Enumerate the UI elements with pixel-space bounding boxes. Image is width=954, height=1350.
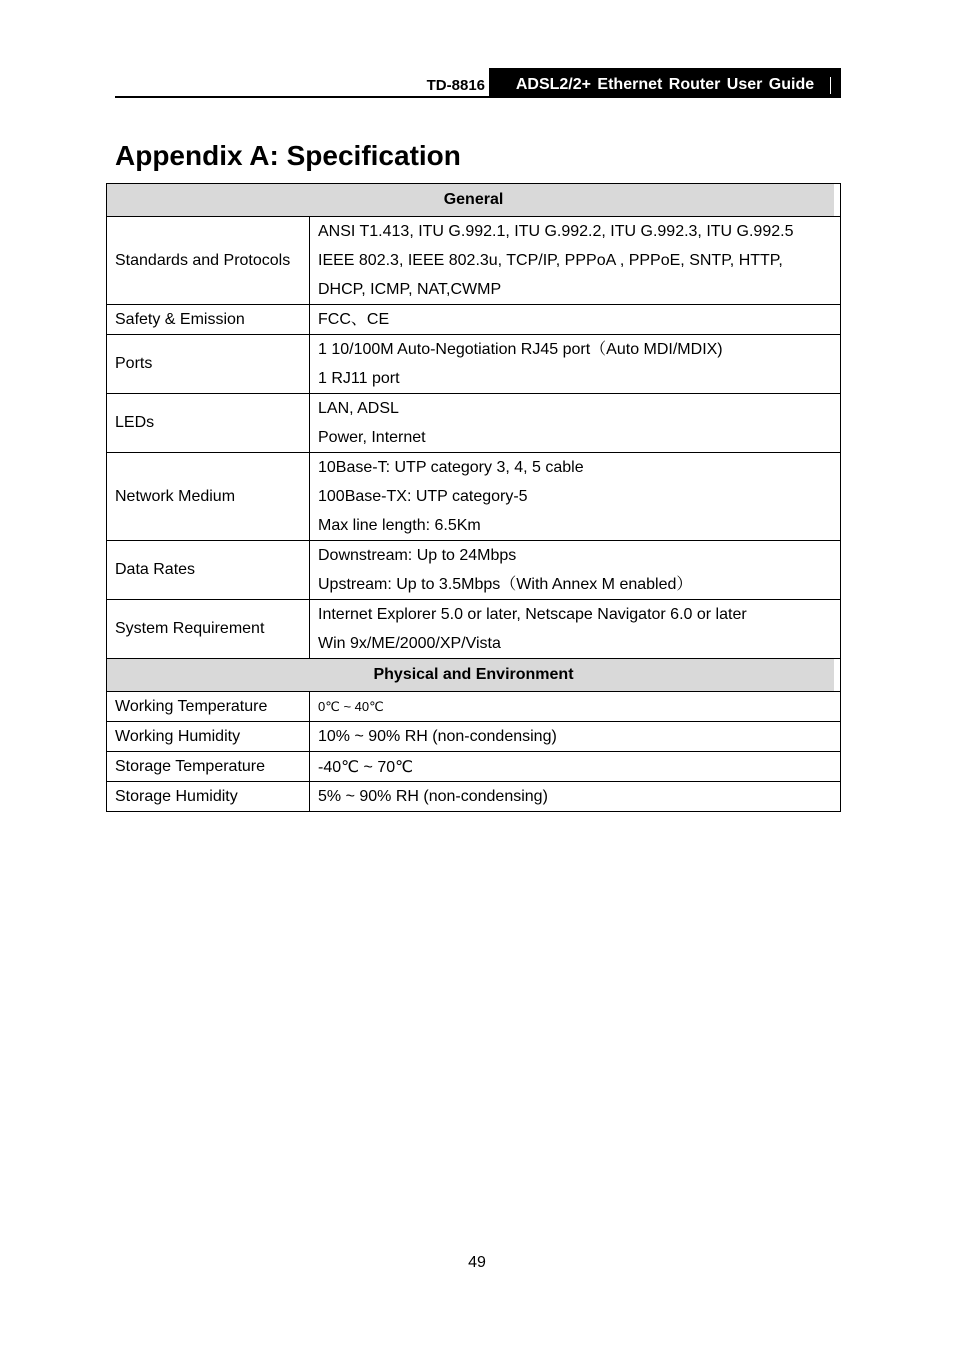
spec-label: Data Rates (107, 541, 310, 600)
spec-label: System Requirement (107, 600, 310, 659)
spec-value: Downstream: Up to 24Mbps Upstream: Up to 3.5Mbps（With Annex M enabled） (310, 541, 841, 600)
spec-value: 10Base-T: UTP category 3, 4, 5 cable 100Base-TX: UTP category-5 Max line length: 6.5Km (310, 453, 841, 541)
table-row (107, 217, 841, 305)
table-row (107, 394, 841, 453)
spec-value: 1 10/100M Auto-Negotiation RJ45 port（Auto MDI/MDIX) 1 RJ11 port (310, 335, 841, 394)
table-row (107, 722, 841, 752)
spec-value: LAN, ADSL Power, Internet (310, 394, 841, 453)
section-header-physical: Physical and Environment (107, 659, 841, 692)
table-row (107, 782, 841, 812)
spec-label: Safety & Emission (107, 305, 310, 335)
spec-value: ANSI T1.413, ITU G.992.1, ITU G.992.2, ITU G.992.3, ITU G.992.5 IEEE 802.3, IEEE 802.3u, TCP/IP, PPPoA , PPPoE, SNTP, HTTP, DHCP, ICMP, NAT,CWMP (310, 217, 841, 305)
table-row (107, 541, 841, 600)
spec-value: 10% ~ 90% RH (non-condensing) (310, 722, 841, 752)
table-row (107, 335, 841, 394)
spec-label: Network Medium (107, 453, 310, 541)
header-guide-title: ADSL2/2+ Ethernet Router User Guide (489, 68, 841, 98)
spec-label: Working Temperature (107, 692, 310, 722)
spec-value: 5% ~ 90% RH (non-condensing) (310, 782, 841, 812)
table-row (107, 453, 841, 541)
table-row (107, 692, 841, 722)
header-model: TD-8816 (426, 77, 485, 94)
section-header-general: General (107, 184, 841, 217)
spec-label: Storage Humidity (107, 782, 310, 812)
page-number: 49 (468, 1254, 486, 1271)
spec-value: FCC、CE (310, 305, 841, 335)
spec-table (106, 183, 841, 812)
page-header (115, 68, 841, 98)
header-rule (115, 96, 841, 98)
spec-value: -40℃ ~ 70℃ (310, 752, 841, 782)
table-row (107, 305, 841, 335)
page-title: Appendix A: Specification (115, 140, 461, 171)
spec-label: Working Humidity (107, 722, 310, 752)
spec-label: Ports (107, 335, 310, 394)
table-row (107, 752, 841, 782)
table-row (107, 600, 841, 659)
spec-label: Storage Temperature (107, 752, 310, 782)
spec-label: LEDs (107, 394, 310, 453)
spec-label: Standards and Protocols (107, 217, 310, 305)
spec-value: 0℃ ~ 40℃ (310, 692, 841, 722)
spec-value: Internet Explorer 5.0 or later, Netscape Navigator 6.0 or later Win 9x/ME/2000/XP/Vista (310, 600, 841, 659)
